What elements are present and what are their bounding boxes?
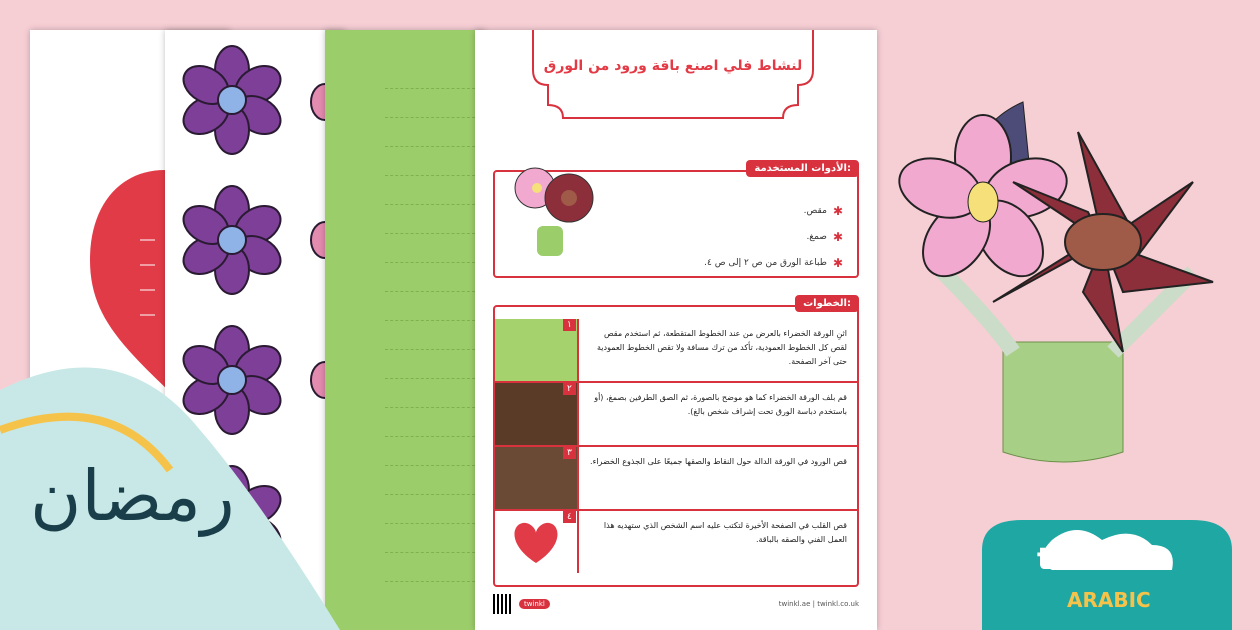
step-text: قم بلف الورقة الخضراء كما هو موضح بالصورة، ثم الصق الطرفين بصمغ، (أو باستخدم دباسة الورق تحت إشراف شخص بالغ). (594, 393, 847, 416)
title-border (523, 30, 823, 120)
steps-heading: الخطوات: (795, 295, 859, 312)
step-row (495, 383, 857, 447)
qr-code-icon (493, 594, 513, 614)
twinkl-arabic-badge (982, 520, 1232, 630)
footer-url: twinkl.ae | twinkl.co.uk (778, 600, 859, 608)
star-icon: ✱ (832, 256, 843, 270)
tools-list (704, 204, 843, 282)
step-number: ١ (563, 319, 576, 331)
tools-heading: الأدوات المستخدمة: (746, 160, 859, 177)
worksheet-footer (493, 594, 859, 614)
step-row (495, 511, 857, 573)
star-icon: ✱ (832, 204, 843, 218)
footer-left (493, 594, 550, 614)
worksheet-page (475, 30, 877, 630)
step-number: ٤ (563, 511, 576, 523)
step-row (495, 319, 857, 383)
dashed-lines (385, 60, 475, 582)
step-row (495, 447, 857, 511)
title-frame (523, 30, 823, 120)
ramadan-text: رمضان (30, 455, 235, 537)
step-number: ٢ (563, 383, 576, 395)
ramadan-calligraphy-decoration (0, 350, 340, 630)
tool-item: ✱ صمغ. (806, 230, 843, 244)
bouquet-thumbnail (497, 156, 607, 256)
step-text: قص القلب في الصفحة الأخيرة لتكتب عليه اسم الشخص الذي ستهديه هذا العمل الفني والصقه بالباقة. (603, 521, 847, 544)
arabic-logo-text: ARABIC (1067, 588, 1151, 612)
twinkl-logo-text: twinkl (1037, 542, 1141, 577)
step-number: ٣ (563, 447, 576, 459)
tools-section (493, 163, 859, 278)
green-page (325, 30, 485, 630)
tool-item: ✱ مقص. (803, 204, 843, 218)
steps-section (493, 298, 859, 587)
footer-logo: twinkl (519, 599, 550, 609)
paper-bouquet-image (893, 92, 1233, 464)
tool-item: ✱ طباعة الورق من ص ٢ إلى ص ٤. (704, 256, 843, 270)
step-text: اثنِ الورقة الخضراء بالعرض من عند الخطوط المتقطعة، ثم استخدم مقص لقص كل الخطوط العمودية، تأكد من ترك مسافة ولا تقص الخطوط العمودية حتى آخر الصفحة. (596, 329, 847, 366)
star-icon: ✱ (832, 230, 843, 244)
step-text: قص الورود في الورقة الدالة حول النقاط والصقها جميعًا على الجذوع الخضراء. (590, 457, 847, 466)
worksheet-title: لنشاط فلي اصنع باقة ورود من الورق (543, 58, 803, 74)
